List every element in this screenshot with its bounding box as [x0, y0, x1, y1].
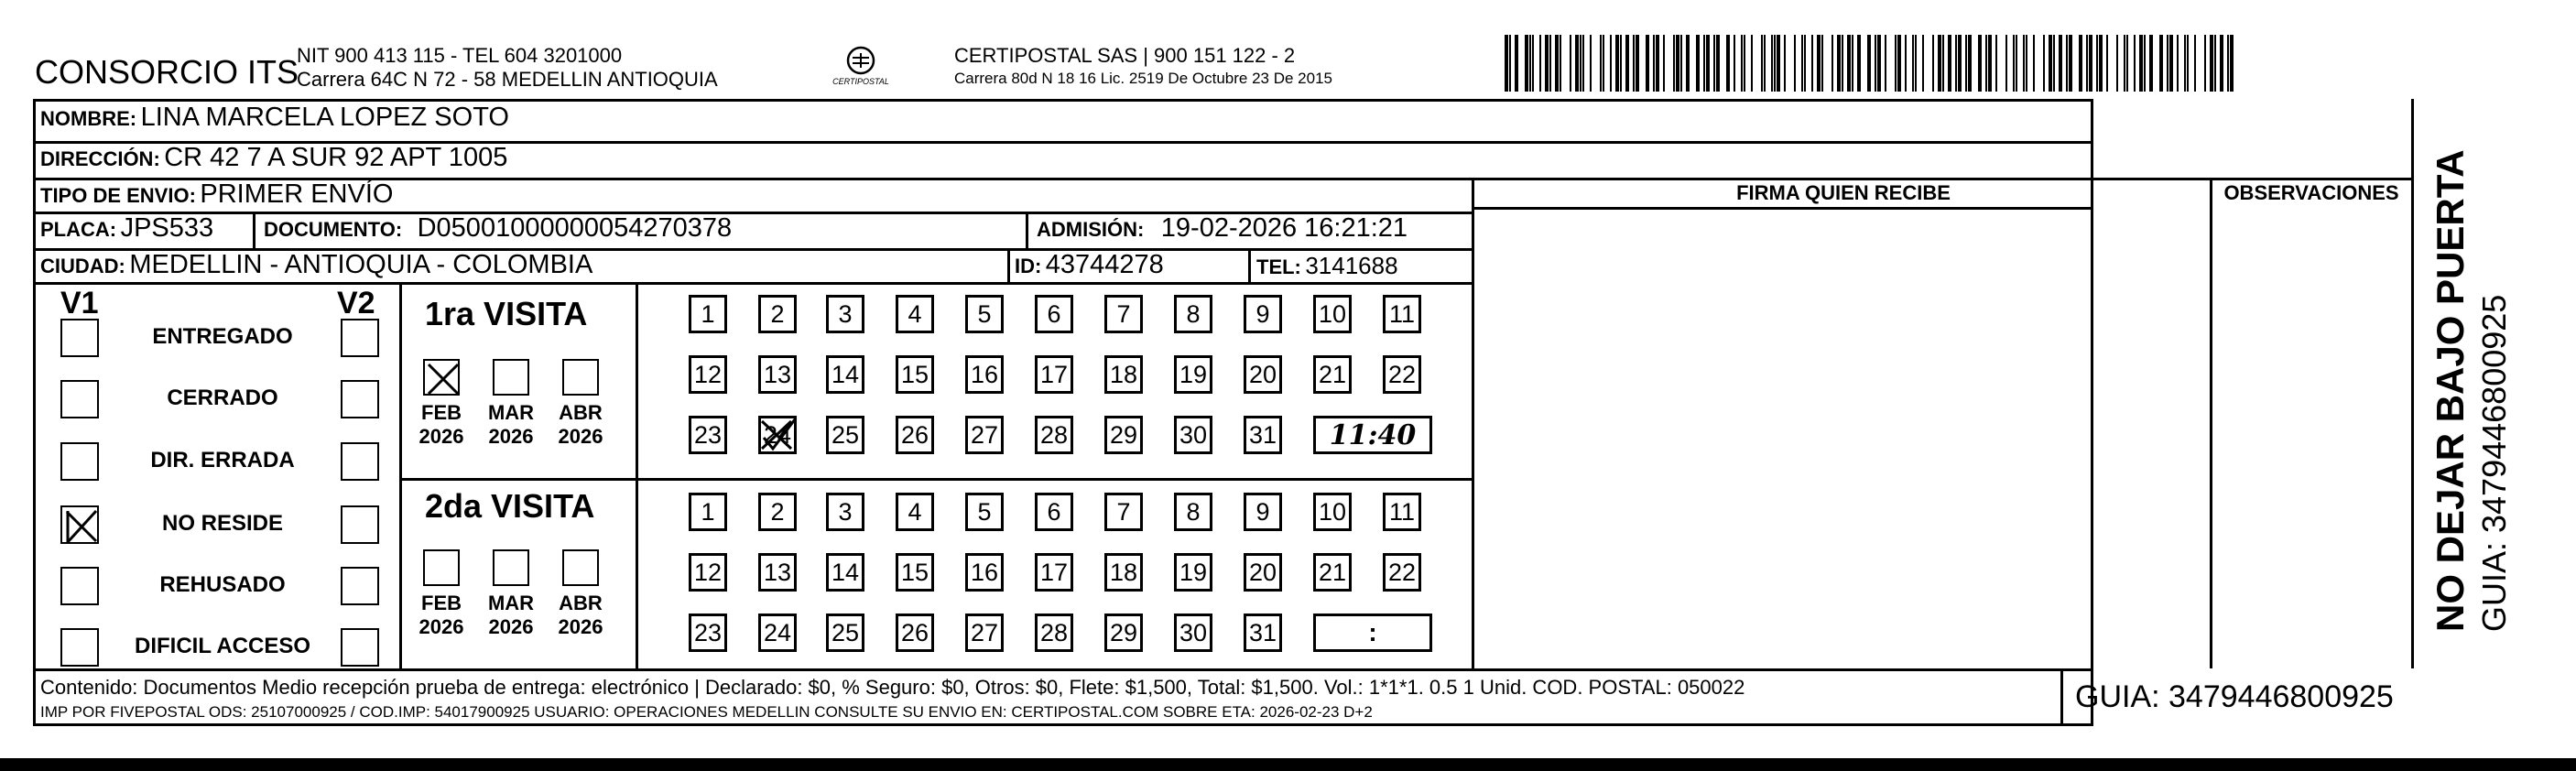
day-number: 8 — [1186, 299, 1201, 328]
day-number: 6 — [1047, 497, 1061, 526]
admision-label: ADMISIÓN: — [1037, 218, 1145, 241]
divider — [2411, 178, 2414, 668]
month-label: MAR — [487, 401, 535, 424]
day-box[interactable] — [1313, 295, 1352, 333]
day-box[interactable] — [1244, 614, 1282, 652]
day-number: 29 — [1109, 618, 1138, 646]
day-number: 26 — [900, 420, 929, 449]
day-number: 22 — [1387, 360, 1417, 388]
day-box[interactable] — [965, 614, 1004, 652]
time-placeholder: : — [1368, 618, 1377, 646]
day-box[interactable] — [1104, 614, 1143, 652]
day-number: 29 — [1109, 420, 1138, 449]
month-label: ABR — [559, 401, 603, 424]
day-box[interactable] — [826, 355, 864, 394]
day-number: 18 — [1109, 360, 1138, 388]
status-option-label: ENTREGADO — [152, 324, 293, 349]
frame-top — [33, 99, 2093, 102]
day-number: 13 — [763, 360, 792, 388]
day-box[interactable] — [1035, 355, 1073, 394]
day-box[interactable] — [1383, 295, 1421, 333]
v1-checkbox[interactable] — [60, 442, 99, 481]
day-box[interactable] — [896, 416, 934, 454]
day-number: 18 — [1109, 558, 1138, 586]
day-number: 20 — [1248, 360, 1277, 388]
day-number: 7 — [1116, 497, 1131, 526]
month-checkbox[interactable] — [493, 359, 529, 396]
day-number: 19 — [1179, 558, 1208, 586]
day-box[interactable] — [1313, 355, 1352, 394]
day-box[interactable] — [758, 295, 797, 333]
day-number: 25 — [831, 420, 860, 449]
side-guia: GUIA: 3479446800925 — [2475, 294, 2513, 632]
row-line — [2093, 178, 2414, 180]
day-number: 3 — [838, 497, 853, 526]
day-box[interactable] — [1104, 553, 1143, 592]
v2-label: V2 — [337, 286, 375, 320]
day-number: 26 — [900, 618, 929, 646]
day-box[interactable] — [896, 553, 934, 592]
day-number: 7 — [1116, 299, 1131, 328]
tel-label: TEL: — [1256, 255, 1301, 278]
placa-value: JPS533 — [120, 213, 214, 243]
day-box[interactable] — [965, 295, 1004, 333]
day-box[interactable] — [689, 355, 727, 394]
footer-line2: IMP POR FIVEPOSTAL ODS: 25107000925 / COD.IMP: 54017900925 USUARIO: OPERACIONES MEDELLIN CONSULTE SU ENVIO EN: CERTIPOSTAL.COM SOBRE ETA: 2026-02-23 D+2 — [40, 703, 1373, 721]
month-checkbox[interactable] — [423, 549, 460, 586]
day-box[interactable] — [1174, 493, 1212, 531]
day-box[interactable] — [1313, 493, 1352, 531]
day-box[interactable] — [1035, 416, 1073, 454]
day-number: 19 — [1179, 360, 1208, 388]
day-box[interactable] — [689, 295, 727, 333]
day-box[interactable] — [1104, 493, 1143, 531]
v1-checkbox[interactable] — [60, 380, 99, 418]
year-label: 2026 — [488, 425, 534, 448]
day-number: 6 — [1047, 299, 1061, 328]
placa-field — [40, 213, 213, 244]
day-box[interactable] — [896, 614, 934, 652]
day-box[interactable] — [1244, 355, 1282, 394]
tel-field — [1256, 252, 1398, 280]
day-number: 12 — [693, 360, 723, 388]
v2-checkbox[interactable] — [341, 505, 379, 544]
day-box[interactable] — [1244, 416, 1282, 454]
day-box[interactable] — [965, 553, 1004, 592]
day-number: 28 — [1039, 618, 1069, 646]
ciudad-value: MEDELLIN - ANTIOQUIA - COLOMBIA — [129, 250, 593, 279]
month-checkbox[interactable] — [423, 359, 460, 396]
day-box[interactable] — [1383, 355, 1421, 394]
day-box[interactable] — [689, 493, 727, 531]
day-box[interactable] — [1244, 493, 1282, 531]
tipo-label: TIPO DE ENVIO: — [40, 184, 196, 207]
time-box[interactable] — [1313, 614, 1432, 652]
day-box[interactable] — [1244, 553, 1282, 592]
day-box[interactable] — [896, 355, 934, 394]
day-number: 9 — [1255, 497, 1270, 526]
year-label: 2026 — [418, 615, 464, 638]
day-number: 1 — [701, 299, 715, 328]
id-label: ID: — [1015, 255, 1042, 277]
day-box[interactable] — [1035, 553, 1073, 592]
day-number: 30 — [1179, 420, 1208, 449]
day-box[interactable] — [1104, 355, 1143, 394]
nombre-value: LINA MARCELA LOPEZ SOTO — [140, 103, 509, 132]
visit1-title: 1ra VISITA — [425, 295, 588, 332]
divider — [636, 282, 638, 668]
day-number: 15 — [900, 558, 929, 586]
day-number: 16 — [970, 360, 999, 388]
day-box[interactable] — [1174, 416, 1212, 454]
row-line — [399, 478, 1474, 481]
day-box[interactable] — [689, 416, 727, 454]
documento-value: D05001000000054270378 — [417, 213, 733, 243]
day-box[interactable] — [758, 355, 797, 394]
status-option-label: CERRADO — [167, 386, 278, 410]
day-box[interactable] — [896, 493, 934, 531]
footer-line1: Contenido: Documentos Medio recepción prueba de entrega: electrónico | Declarado: $0, % Seguro: $0, Otros: $0, Flete: $1,500, Total: $1,500. Vol.: 1*1*1. 0.5 1 Unid. COD. POSTAL: 050022 — [40, 676, 1745, 699]
v1-checkbox[interactable] — [60, 319, 99, 357]
row-line — [33, 282, 1474, 285]
day-number: 10 — [1318, 299, 1347, 328]
ciudad-label: CIUDAD: — [40, 255, 125, 277]
divider — [1026, 212, 1028, 248]
day-number: 31 — [1248, 420, 1277, 449]
day-number: 1 — [701, 497, 715, 526]
day-box[interactable] — [1313, 553, 1352, 592]
day-number: 27 — [970, 420, 999, 449]
ciudad-field — [40, 250, 592, 280]
month-checkbox[interactable] — [493, 549, 529, 586]
v2-checkbox[interactable] — [341, 380, 379, 418]
day-number: 4 — [908, 497, 922, 526]
v1-checkbox[interactable] — [60, 505, 99, 544]
day-box[interactable] — [826, 493, 864, 531]
day-number: 17 — [1039, 558, 1069, 586]
divider — [1472, 178, 1474, 668]
day-box[interactable] — [826, 553, 864, 592]
day-box[interactable] — [758, 614, 797, 652]
day-box[interactable] — [758, 493, 797, 531]
day-box[interactable] — [1383, 493, 1421, 531]
admision-value: 19-02-2026 16:21:21 — [1160, 213, 1408, 243]
day-box[interactable] — [1035, 614, 1073, 652]
divider — [2210, 178, 2212, 668]
day-box[interactable] — [1104, 295, 1143, 333]
status-option-label: DIR. ERRADA — [150, 448, 295, 472]
day-box[interactable] — [965, 355, 1004, 394]
day-number: 2 — [770, 299, 785, 328]
company-name: CONSORCIO ITS — [35, 53, 299, 91]
divider — [253, 212, 255, 248]
month-label: FEB — [421, 401, 462, 424]
day-number: 28 — [1039, 420, 1069, 449]
day-number: 2 — [770, 497, 785, 526]
side-text-block — [2427, 119, 2537, 632]
row-line — [1474, 207, 2093, 210]
day-number: 27 — [970, 618, 999, 646]
divider — [1007, 248, 1010, 282]
id-value: 43744278 — [1045, 250, 1164, 279]
day-box[interactable] — [1174, 355, 1212, 394]
visit2-title: 2da VISITA — [425, 487, 595, 525]
time-box[interactable] — [1313, 416, 1432, 454]
nombre-row — [40, 103, 509, 133]
documento-label: DOCUMENTO: — [264, 218, 403, 241]
day-box[interactable] — [689, 553, 727, 592]
day-number: 25 — [831, 618, 860, 646]
footer-guia: GUIA: 3479446800925 — [2075, 679, 2394, 714]
firma-header: FIRMA QUIEN RECIBE — [1736, 181, 1951, 204]
side-warning: NO DEJAR BAJO PUERTA — [2429, 149, 2472, 632]
day-number: 16 — [970, 558, 999, 586]
frame-left — [33, 99, 36, 725]
day-number: 10 — [1318, 497, 1347, 526]
month-label: MAR — [487, 592, 535, 614]
handwritten-time: 11:40 — [1329, 418, 1417, 451]
day-box[interactable] — [1104, 416, 1143, 454]
day-number: 12 — [693, 558, 723, 586]
bottom-edge-bar — [0, 758, 2576, 771]
day-box[interactable] — [1035, 295, 1073, 333]
day-box[interactable] — [689, 614, 727, 652]
year-label: 2026 — [488, 615, 534, 638]
day-box[interactable] — [965, 416, 1004, 454]
day-box[interactable] — [758, 553, 797, 592]
id-field — [1015, 250, 1164, 280]
frame-bottom — [33, 723, 2093, 726]
day-number: 11 — [1388, 497, 1416, 526]
day-box[interactable] — [1383, 553, 1421, 592]
day-number: 21 — [1318, 360, 1347, 388]
v2-checkbox[interactable] — [341, 628, 379, 667]
v1-label: V1 — [60, 286, 99, 320]
status-option-label: NO RESIDE — [161, 511, 284, 536]
admision-field — [1037, 213, 1408, 244]
v1-checkbox[interactable] — [60, 628, 99, 667]
day-number: 9 — [1255, 299, 1270, 328]
check-mark-icon — [758, 416, 797, 454]
day-number: 24 — [763, 618, 792, 646]
v1-checkbox[interactable] — [60, 567, 99, 605]
year-label: 2026 — [558, 615, 603, 638]
divider — [2060, 668, 2063, 723]
barcode-icon — [1505, 35, 2237, 92]
day-number: 23 — [693, 618, 723, 646]
v2-checkbox[interactable] — [341, 442, 379, 481]
day-number: 3 — [838, 299, 853, 328]
day-box[interactable] — [826, 416, 864, 454]
day-box[interactable] — [826, 295, 864, 333]
day-box[interactable] — [758, 416, 797, 454]
check-mark-icon — [425, 361, 462, 397]
direccion-row — [40, 143, 507, 173]
status-option-label: DIFICIL ACCESO — [134, 634, 310, 658]
day-number: 21 — [1318, 558, 1347, 586]
day-number: 4 — [908, 299, 922, 328]
day-number: 17 — [1039, 360, 1069, 388]
day-number: 15 — [900, 360, 929, 388]
v2-checkbox[interactable] — [341, 567, 379, 605]
day-number: 31 — [1248, 618, 1277, 646]
day-number: 20 — [1248, 558, 1277, 586]
day-number: 22 — [1387, 558, 1417, 586]
divider — [2411, 99, 2414, 179]
day-box[interactable] — [1244, 295, 1282, 333]
day-box[interactable] — [1174, 614, 1212, 652]
month-label: ABR — [559, 592, 603, 614]
day-box[interactable] — [1174, 553, 1212, 592]
day-number: 8 — [1186, 497, 1201, 526]
company-nit-tel: NIT 900 413 115 - TEL 604 3201000 — [297, 44, 623, 67]
certipostal-logo — [829, 44, 893, 95]
divider — [399, 282, 402, 668]
day-number: 5 — [977, 497, 992, 526]
row-line — [33, 668, 2093, 671]
logo-text: CERTIPOSTAL — [832, 77, 889, 86]
direccion-label: DIRECCIÓN: — [40, 147, 160, 170]
direccion-value: CR 42 7 A SUR 92 APT 1005 — [164, 143, 508, 172]
tipo-row — [40, 179, 393, 210]
month-checkbox[interactable] — [562, 359, 599, 396]
day-number: 11 — [1388, 299, 1416, 328]
company-address: Carrera 64C N 72 - 58 MEDELLIN ANTIOQUIA — [297, 68, 718, 91]
check-mark-icon — [62, 507, 101, 546]
day-number: 5 — [977, 299, 992, 328]
day-box[interactable] — [896, 295, 934, 333]
month-checkbox[interactable] — [562, 549, 599, 586]
nombre-label: NOMBRE: — [40, 107, 137, 130]
day-box[interactable] — [826, 614, 864, 652]
courier-license: Carrera 80d N 18 16 Lic. 2519 De Octubre 23 De 2015 — [954, 70, 1332, 87]
day-number: 14 — [831, 558, 860, 586]
documento-field — [264, 213, 732, 244]
tipo-value: PRIMER ENVÍO — [200, 179, 394, 209]
divider — [1248, 248, 1251, 282]
day-number: 13 — [763, 558, 792, 586]
day-number: 24 — [763, 420, 792, 449]
year-label: 2026 — [558, 425, 603, 448]
day-number: 14 — [831, 360, 860, 388]
v2-checkbox[interactable] — [341, 319, 379, 357]
tel-value: 3141688 — [1305, 252, 1398, 279]
courier-name: CERTIPOSTAL SAS | 900 151 122 - 2 — [954, 44, 1296, 67]
day-number: 30 — [1179, 618, 1208, 646]
placa-label: PLACA: — [40, 218, 117, 241]
day-box[interactable] — [1174, 295, 1212, 333]
day-box[interactable] — [1035, 493, 1073, 531]
status-option-label: REHUSADO — [159, 572, 286, 597]
year-label: 2026 — [418, 425, 464, 448]
observaciones-header: OBSERVACIONES — [2223, 181, 2399, 204]
day-box[interactable] — [965, 493, 1004, 531]
month-label: FEB — [421, 592, 462, 614]
day-number: 23 — [693, 420, 723, 449]
